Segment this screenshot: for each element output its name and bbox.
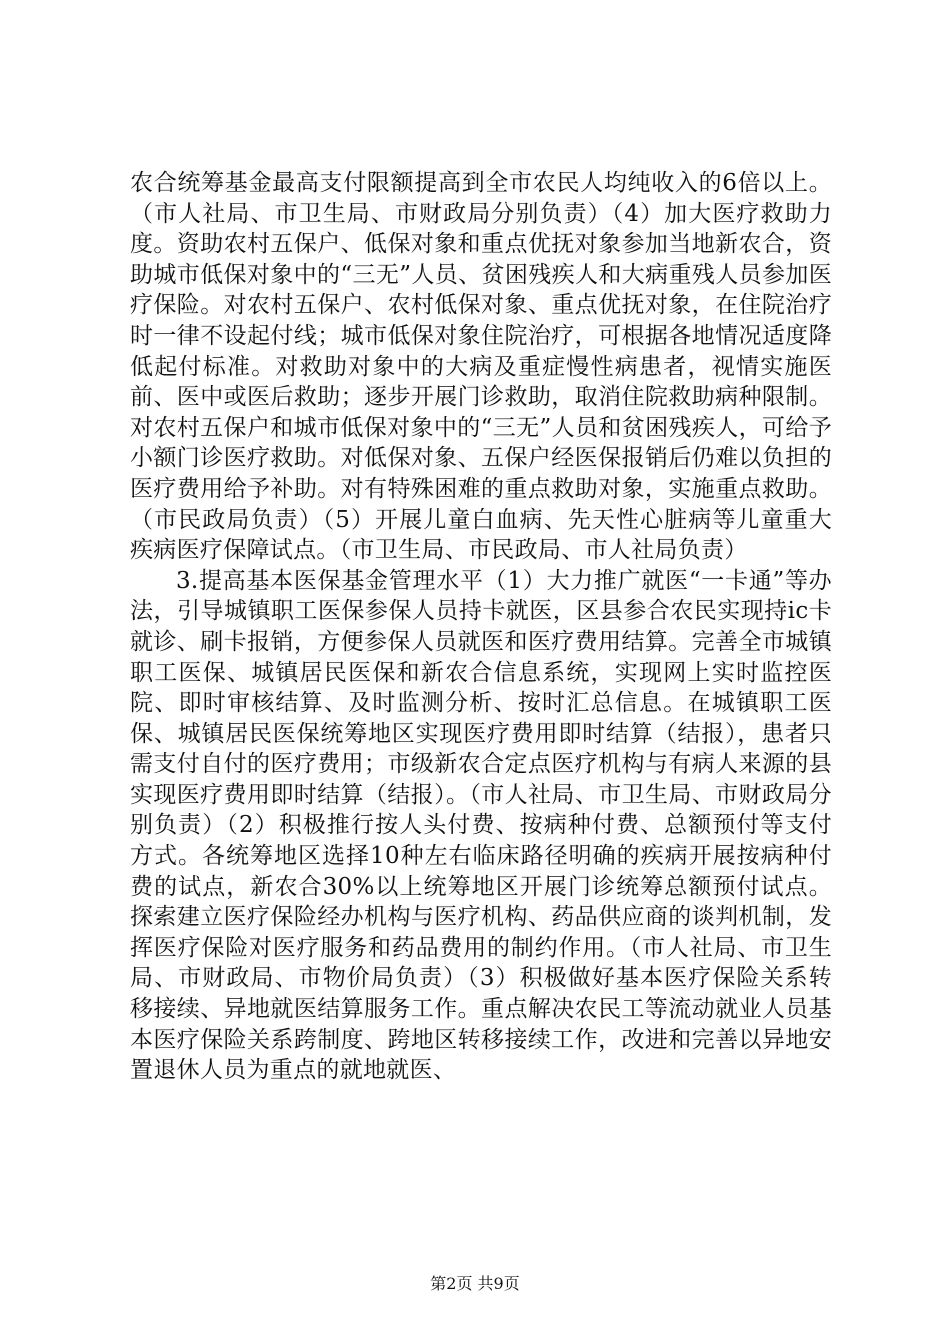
document-body (130, 168, 832, 1086)
paragraph-section-3: 3.提高基本医保基金管理水平（1）大力推广就医“一卡通”等办法，引导城镇职工医保参保人员持卡就医，区县参合农民实现持ic卡就诊、刷卡报销，方便参保人员就医和医疗费用结算。完善全市城镇职工医保、城镇居民医保和新农合信息系统，实现网上实时监控医院、即时审核结算、及时监测分析、按时汇总信息。在城镇职工医保、城镇居民医保统筹地区实现医疗费用即时结算（结报），患者只需支付自付的医疗费用；市级新农合定点医疗机构与有病人来源的县实现医疗费用即时结算（结报）。（市人社局、市卫生局、市财政局分别负责）（2）积极推行按人头付费、按病种付费、总额预付等支付方式。各统筹地区选择10种左右临床路径明确的疾病开展按病种付费的试点，新农合30%以上统筹地区开展门诊统筹总额预付试点。探索建立医疗保险经办机构与医疗机构、药品供应商的谈判机制，发挥医疗保险对医疗服务和药品费用的制约作用。（市人社局、市卫生局、市财政局、市物价局负责）（3）积极做好基本医疗保险关系转移接续、异地就医结算服务工作。重点解决农民工等流动就业人员基本医疗保险关系跨制度、跨地区转移接续工作，改进和完善以异地安置退休人员为重点的就地就医、 (130, 567, 832, 1084)
paragraph-continued: 农合统筹基金最高支付限额提高到全市农民人均纯收入的6倍以上。（市人社局、市卫生局、市财政局分别负责）（4）加大医疗救助力度。资助农村五保户、低保对象和重点优抚对象参加当地新农合，资助城市低保对象中的“三无”人员、贫困残疾人和大病重残人员参加医疗保险。对农村五保户、农村低保对象、重点优抚对象，在住院治疗时一律不设起付线；城市低保对象住院治疗，可根据各地情况适度降低起付标准。对救助对象中的大病及重症慢性病患者，视情实施医前、医中或医后救助；逐步开展门诊救助，取消住院救助病种限制。对农村五保户和城市低保对象中的“三无”人员和贫困残疾人，可给予小额门诊医疗救助。对低保对象、五保户经医保报销后仍难以负担的医疗费用给予补助。对有特殊困难的重点救助对象，实施重点救助。（市民政局负责）（5）开展儿童白血病、先天性心脏病等儿童重大疾病医疗保障试点。（市卫生局、市民政局、市人社局负责） (130, 170, 832, 564)
page-number-footer: 第2页 共9页 (430, 1274, 520, 1293)
